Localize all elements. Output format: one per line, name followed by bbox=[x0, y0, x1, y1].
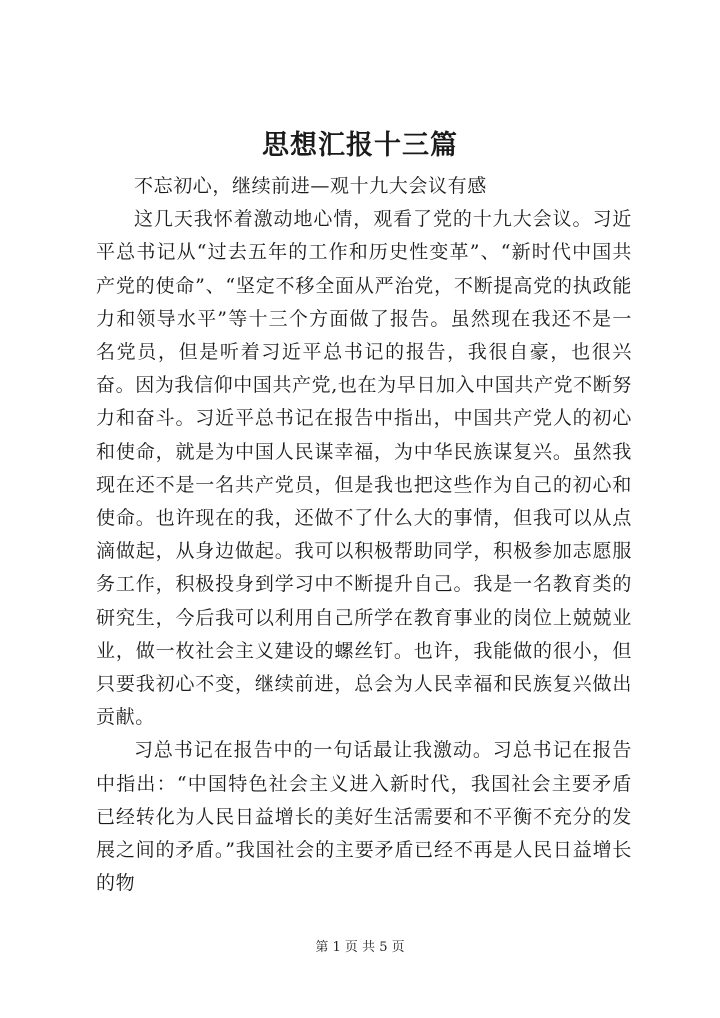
page-number-label: 第 1 页 共 5 页 bbox=[315, 940, 405, 955]
document-body bbox=[96, 170, 632, 900]
page-title: 思想汇报十三篇 bbox=[262, 130, 458, 161]
document-subtitle: 不忘初心，继续前进—观十九大会议有感 bbox=[134, 175, 487, 197]
paragraph: 习总书记在报告中的一句话最让我激动。习总书记在报告中指出：“中国特色社会主义进入新时代，我国社会主要矛盾已经转化为人民日益增长的美好生活需要和不平衡不充分的发展之间的矛盾。”我国社会的主要矛盾已经不再是人民日益增长的物 bbox=[96, 739, 632, 895]
page-footer bbox=[0, 938, 720, 958]
paragraph: 这几天我怀着激动地心情，观看了党的十九大会议。习近平总书记从“过去五年的工作和历史性变革”、“新时代中国共产党的使命”、“坚定不移全面从严治党，不断提高党的执政能力和领导水平”等十三个方面做了报告。虽然现在我还不是一名党员，但是听着习近平总书记的报告，我很自豪，也很兴奋。因为我信仰中国共产党,也在为早日加入中国共产党不断努力和奋斗。习近平总书记在报告中指出，中国共产党人的初心和使命，就是为中国人民谋幸福，为中华民族谋复兴。虽然我现在还不是一名共产党员，但是我也把这些作为自己的初心和使命。也许现在的我，还做不了什么大的事情，但我可以从点滴做起，从身边做起。我可以积极帮助同学，积极参加志愿服务工作，积极投身到学习中不断提升自己。我是一名教育类的研究生，今后我可以利用自己所学在教育事业的岗位上兢兢业业，做一枚社会主义建设的螺丝钉。也许，我能做的很小，但只要我初心不变，继续前进，总会为人民幸福和民族复兴做出贡献。 bbox=[96, 208, 632, 729]
